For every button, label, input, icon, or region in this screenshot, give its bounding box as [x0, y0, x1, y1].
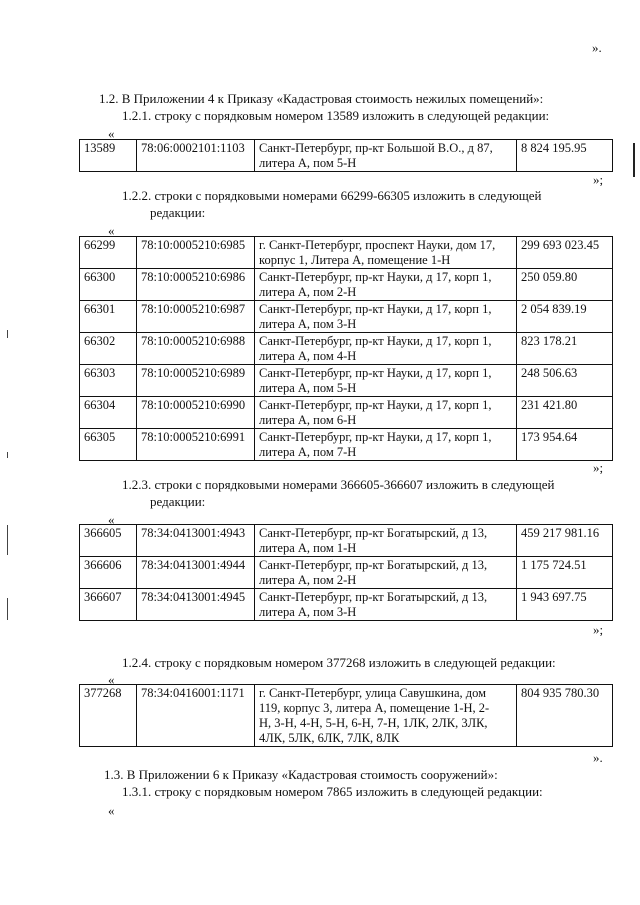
address-line: Санкт-Петербург, пр-кт Науки, д 17, корп 1,: [259, 302, 492, 316]
row-number: 13589: [80, 140, 137, 172]
open-quote-1-2-2: «: [108, 223, 115, 238]
cadastral-value: 299 693 023.45: [517, 237, 613, 269]
address-line: Санкт-Петербург, пр-кт Богатырский, д 13,: [259, 558, 488, 572]
margin-scan-tick: [7, 525, 8, 555]
address-line: Санкт-Петербург, пр-кт Науки, д 17, корп 1,: [259, 334, 492, 348]
table-row: [80, 397, 613, 429]
address-cell: [255, 685, 517, 747]
table-row: [80, 365, 613, 397]
address-cell: [255, 301, 517, 333]
row-number: 66301: [80, 301, 137, 333]
table-row: [80, 140, 613, 172]
address-line: литера А, пом 4-Н: [259, 349, 357, 363]
section-1-2-2-text-line1: 1.2.2. строки с порядковыми номерами 66299-66305 изложить в следующей: [122, 188, 542, 203]
table-row: [80, 525, 613, 557]
section-1-2-3-text-line1: 1.2.3. строки с порядковыми номерами 366605-366607 изложить в следующей: [122, 477, 555, 492]
address-line: 4ЛК, 5ЛК, 6ЛК, 7ЛК, 8ЛК: [259, 731, 400, 745]
cadastral-value: 823 178.21: [517, 333, 613, 365]
section-1-2-2-text-line2: редакции:: [150, 205, 206, 220]
cadastral-value: 1 175 724.51: [517, 557, 613, 589]
open-quote-1-2-3: «: [108, 512, 115, 527]
row-number: 366607: [80, 589, 137, 621]
cadastral-number: 78:10:0005210:6988: [137, 333, 255, 365]
address-cell: [255, 237, 517, 269]
address-cell: [255, 269, 517, 301]
table-row: [80, 589, 613, 621]
margin-scan-mark: [633, 143, 635, 177]
section-1-2-heading: 1.2. В Приложении 4 к Приказу «Кадастровая стоимость нежилых помещений»:: [99, 91, 544, 106]
table-1-2-3: [79, 524, 613, 621]
cadastral-number: 78:06:0002101:1103: [137, 140, 255, 172]
table-row: [80, 237, 613, 269]
address-line: литера А, пом 5-Н: [259, 156, 357, 170]
row-number: 66300: [80, 269, 137, 301]
cadastral-value: 250 059.80: [517, 269, 613, 301]
cadastral-number: 78:34:0413001:4945: [137, 589, 255, 621]
address-line: литера А, пом 3-Н: [259, 605, 357, 619]
section-1-2-3-text-line2: редакции:: [150, 494, 206, 509]
address-cell: [255, 589, 517, 621]
address-line: литера А, пом 5-Н: [259, 381, 357, 395]
table-row: [80, 557, 613, 589]
table-row: [80, 269, 613, 301]
table-row: [80, 301, 613, 333]
margin-scan-tick: [7, 598, 8, 620]
address-line: литера А, пом 2-Н: [259, 285, 357, 299]
cadastral-value: 1 943 697.75: [517, 589, 613, 621]
cadastral-number: 78:10:0005210:6989: [137, 365, 255, 397]
cadastral-number: 78:10:0005210:6985: [137, 237, 255, 269]
close-quote-1-2-2: »;: [593, 460, 604, 475]
address-cell: [255, 397, 517, 429]
address-line: литера А, пом 1-Н: [259, 541, 357, 555]
cadastral-value: 2 054 839.19: [517, 301, 613, 333]
cadastral-value: 8 824 195.95: [517, 140, 613, 172]
cadastral-value: 248 506.63: [517, 365, 613, 397]
cadastral-number: 78:10:0005210:6986: [137, 269, 255, 301]
address-cell: [255, 333, 517, 365]
address-line: литера А, пом 7-Н: [259, 445, 357, 459]
address-line: Н, 3-Н, 4-Н, 5-Н, 6-Н, 7-Н, 1ЛК, 2ЛК, 3ЛК,: [259, 716, 488, 730]
cadastral-value: 173 954.64: [517, 429, 613, 461]
address-line: 119, корпус 3, литера А, помещение 1-Н, 2-: [259, 701, 490, 715]
address-cell: [255, 365, 517, 397]
row-number: 66305: [80, 429, 137, 461]
cadastral-value: 231 421.80: [517, 397, 613, 429]
row-number: 377268: [80, 685, 137, 747]
table-1-2-4: [79, 684, 613, 747]
close-quote-1-2-1: »;: [593, 172, 604, 187]
address-line: Санкт-Петербург, пр-кт Науки, д 17, корп 1,: [259, 366, 492, 380]
margin-scan-tick: [7, 452, 8, 458]
row-number: 366606: [80, 557, 137, 589]
section-1-2-4-text: 1.2.4. строку с порядковым номером 377268 изложить в следующей редакции:: [122, 655, 556, 670]
table-row: [80, 429, 613, 461]
row-number: 366605: [80, 525, 137, 557]
cadastral-number: 78:34:0413001:4944: [137, 557, 255, 589]
cadastral-number: 78:34:0413001:4943: [137, 525, 255, 557]
cadastral-number: 78:10:0005210:6987: [137, 301, 255, 333]
address-line: Санкт-Петербург, пр-кт Науки, д 17, корп 1,: [259, 270, 492, 284]
table-row: [80, 685, 613, 747]
close-quote-1-2-4: ».: [593, 750, 603, 765]
address-line: Санкт-Петербург, пр-кт Большой В.О., д 87,: [259, 141, 493, 155]
margin-scan-tick: [7, 330, 8, 338]
row-number: 66303: [80, 365, 137, 397]
address-line: корпус 1, Литера А, помещение 1-Н: [259, 253, 451, 267]
address-line: литера А, пом 3-Н: [259, 317, 357, 331]
address-line: Санкт-Петербург, пр-кт Науки, д 17, корп 1,: [259, 398, 492, 412]
cadastral-number: 78:34:0416001:1171: [137, 685, 255, 747]
row-number: 66304: [80, 397, 137, 429]
cadastral-value: 804 935 780.30: [517, 685, 613, 747]
address-line: Санкт-Петербург, пр-кт Богатырский, д 13,: [259, 526, 488, 540]
cadastral-number: 78:10:0005210:6991: [137, 429, 255, 461]
table-1-2-1: [79, 139, 613, 172]
table-row: [80, 333, 613, 365]
close-quote-1-2-3: »;: [593, 622, 604, 637]
table-1-2-2: [79, 236, 613, 461]
open-quote-1-2-1: «: [108, 126, 115, 141]
section-1-3-heading: 1.3. В Приложении 6 к Приказу «Кадастровая стоимость сооружений»:: [104, 767, 498, 782]
address-line: литера А, пом 6-Н: [259, 413, 357, 427]
address-line: г. Санкт-Петербург, улица Савушкина, дом: [259, 686, 487, 700]
cadastral-value: 459 217 981.16: [517, 525, 613, 557]
address-line: Санкт-Петербург, пр-кт Науки, д 17, корп 1,: [259, 430, 492, 444]
address-line: Санкт-Петербург, пр-кт Богатырский, д 13,: [259, 590, 488, 604]
section-1-3-1-text: 1.3.1. строку с порядковым номером 7865 изложить в следующей редакции:: [122, 784, 543, 799]
address-cell: [255, 525, 517, 557]
row-number: 66302: [80, 333, 137, 365]
cadastral-number: 78:10:0005210:6990: [137, 397, 255, 429]
section-1-2-1-text: 1.2.1. строку с порядковым номером 13589 изложить в следующей редакции:: [122, 108, 550, 123]
address-line: литера А, пом 2-Н: [259, 573, 357, 587]
address-line: г. Санкт-Петербург, проспект Науки, дом 17,: [259, 238, 496, 252]
row-number: 66299: [80, 237, 137, 269]
open-quote-1-3-1: «: [108, 803, 115, 818]
address-cell: [255, 429, 517, 461]
address-cell: [255, 557, 517, 589]
closing-quote-top: ».: [592, 40, 602, 55]
address-cell: [255, 140, 517, 172]
open-quote-1-2-4: «: [108, 672, 115, 687]
